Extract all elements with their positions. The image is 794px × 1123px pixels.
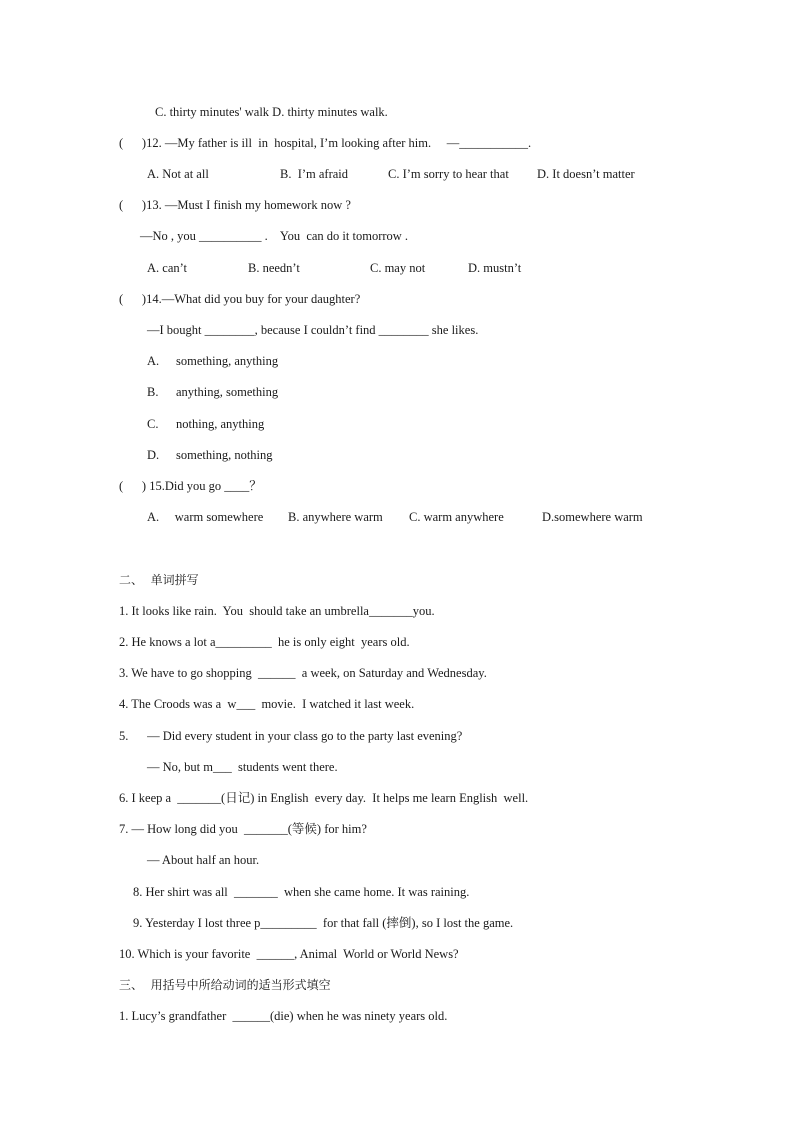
section-2-heading: 二、 单词拼写 [119,573,199,587]
q12-option-b: B. I’m afraid [280,167,349,181]
q14-option-letter: A. [147,354,160,368]
q14-stem: ( )14.—What did you buy for your daughter? [119,292,361,306]
q13-stem: ( )13. —Must I finish my homework now ? [119,198,351,212]
q13-option-d: D. mustn’t [468,261,522,275]
q14-option-letter: B. [147,385,159,399]
q13-reply: —No , you __________ . You can do it tomorrow . [140,229,409,243]
q13-option-c: C. may not [370,261,426,275]
q14-option-text: something, anything [176,354,279,368]
q15-stem: ( ) 15.Did you go ____？ [119,479,262,493]
spelling-line: 2. He knows a lot a_________ he is only eight years old. [119,635,410,649]
q14-option-text: nothing, anything [176,417,265,431]
q14-option-text: anything, something [176,385,279,399]
q14-option-text: something, nothing [176,448,273,462]
q15-option-d: D.somewhere warm [542,510,643,524]
spelling-line: 1. It looks like rain. You should take an umbrella_______you. [119,604,435,618]
spelling-line: — About half an hour. [147,853,260,867]
q14-reply: —I bought ________, because I couldn’t find ________ she likes. [147,323,479,337]
spelling-line: 3. We have to go shopping ______ a week, on Saturday and Wednesday. [119,666,487,680]
verb-form-line: 1. Lucy’s grandfather ______(die) when he was ninety years old. [119,1009,448,1023]
q14-option-letter: D. [147,448,160,462]
q11-options-cd: C. thirty minutes' walk D. thirty minutes walk. [155,105,388,119]
spelling-line: 8. Her shirt was all _______ when she came home. It was raining. [133,885,470,899]
spelling-line: — No, but m___ students went there. [147,760,338,774]
spelling-line: 6. I keep a _______(日记) in English every day. It helps me learn English well. [119,791,529,805]
spelling-line: 7. — How long did you _______(等候) for him? [119,822,367,836]
spelling-line: 4. The Croods was a w___ movie. I watched it last week. [119,697,415,711]
q13-option-a: A. can’t [147,261,188,275]
section-3-heading: 三、 用括号中所给动词的适当形式填空 [119,978,331,992]
spelling-line: 5. — Did every student in your class go to the party last evening? [119,729,463,743]
q13-option-b: B. needn’t [248,261,300,275]
q14-option-letter: C. [147,417,159,431]
q12-option-d: D. It doesn’t matter [537,167,635,181]
q12-option-c: C. I’m sorry to hear that [388,167,509,181]
q15-option-a: A. warm somewhere [147,510,264,524]
spelling-line: 9. Yesterday I lost three p_________ for that fall (摔倒), so I lost the game. [133,916,514,930]
spelling-line: 10. Which is your favorite ______, Animal World or World News? [119,947,459,961]
q12-option-a: A. Not at all [147,167,209,181]
q15-option-c: C. warm anywhere [409,510,504,524]
q15-option-b: B. anywhere warm [288,510,383,524]
q12-stem: ( )12. —My father is ill in hospital, I’m looking after him. —___________. [119,136,532,150]
